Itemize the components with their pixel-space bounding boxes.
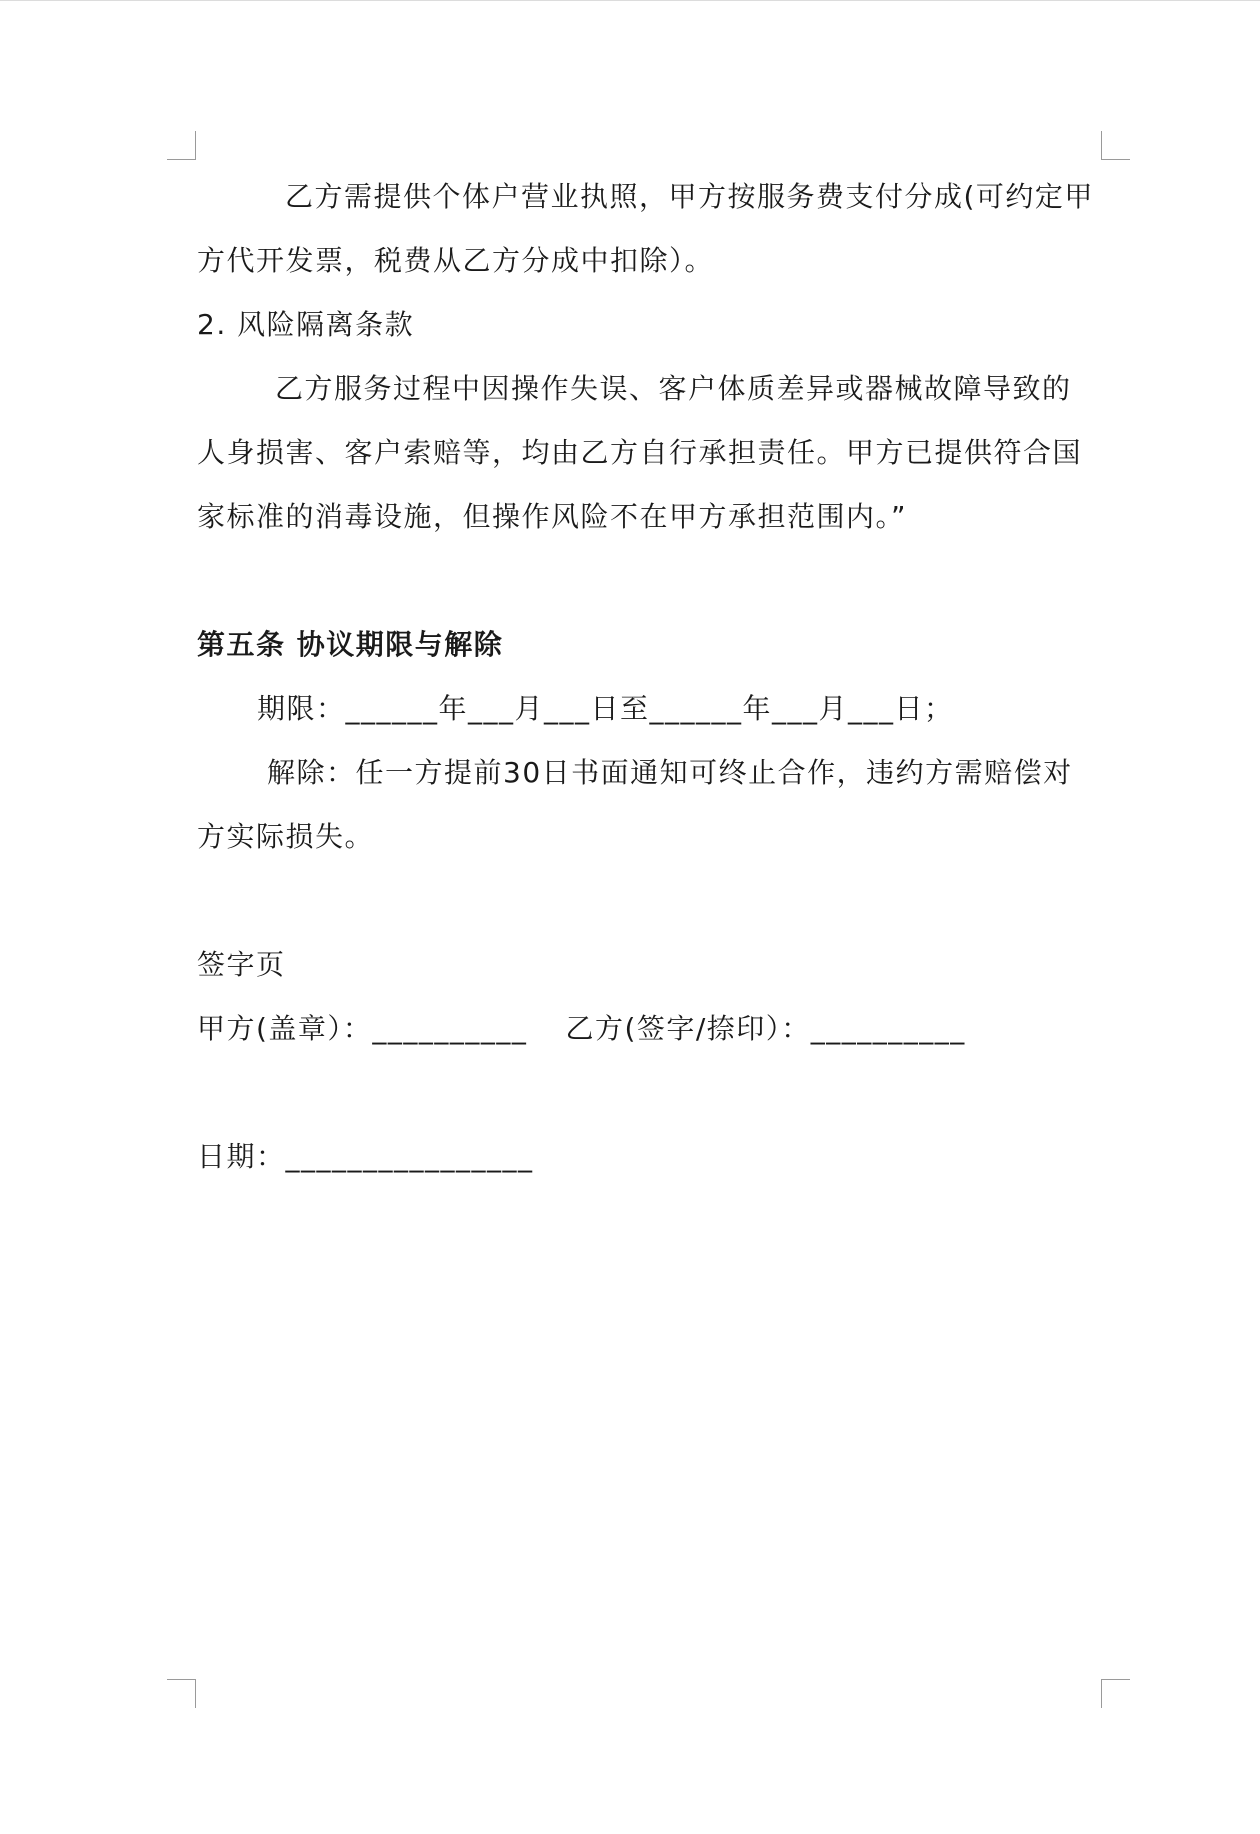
item-risk-isolation-title: 2. 风险隔离条款 (197, 308, 415, 341)
blank-line (197, 549, 1099, 613)
signature-page-label: 签字页 (197, 948, 286, 981)
crop-mark-bottom-right (1101, 1679, 1130, 1708)
blank-line (197, 1061, 1099, 1125)
paragraph-business-license: 乙方需提供个体户营业执照，甲方按服务费支付分成(可约定甲方代开发票，税费从乙方分成中扣除）。 (197, 180, 1094, 277)
blank-line (197, 869, 1099, 933)
paragraph-risk-isolation: 乙方服务过程中因操作失误、客户体质差异或器械故障导致的人身损害、客户索赔等，均由乙方自行承担责任。甲方已提供符合国家标准的消毒设施，但操作风险不在甲方承担范围内。” (197, 372, 1083, 533)
crop-mark-top-right (1101, 131, 1130, 160)
signature-row (197, 997, 1099, 1061)
termination-line: 解除：任一方提前30日书面通知可终止合作，违约方需赔偿对方实际损失。 (197, 756, 1073, 853)
crop-mark-top-left (167, 131, 196, 160)
party-b-signature: 乙方(签字/捺印）：__________ (565, 1012, 966, 1045)
crop-mark-bottom-left (167, 1679, 196, 1708)
party-a-signature: 甲方(盖章）：__________ (197, 1012, 528, 1045)
document-body (197, 165, 1099, 1189)
article-five-heading: 第五条 协议期限与解除 (197, 628, 504, 661)
date-line: 日期：________________ (197, 1140, 534, 1173)
term-line: 期限：______年___月___日至______年___月___日； (257, 692, 954, 725)
